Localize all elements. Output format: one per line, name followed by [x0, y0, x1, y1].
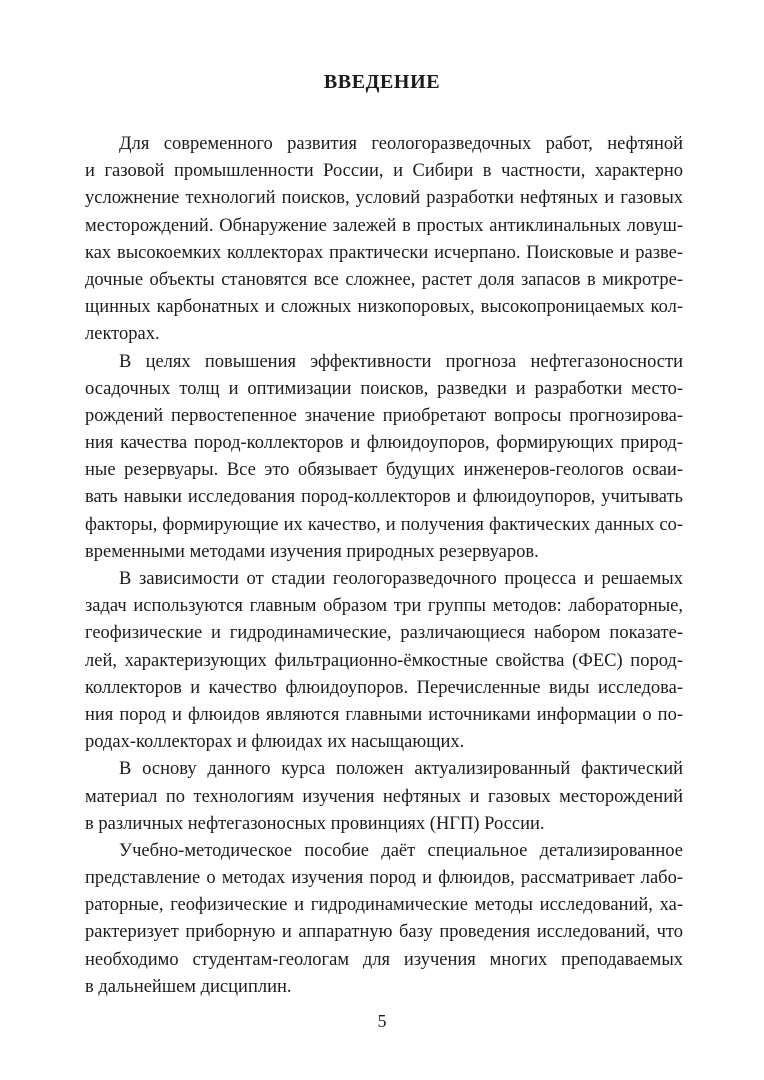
text-line: в различных нефтегазоносных провинциях (НГП) России.: [85, 813, 545, 834]
text-line: раторные, геофизические и гидродинамические методы исследований, ха-: [85, 895, 683, 916]
text-line: материал по технологиям изучения нефтяных и газовых месторождений: [85, 786, 683, 807]
text-line: факторы, формирующие их качество, и получения фактических данных со-: [85, 514, 683, 535]
text-line: представление о методах изучения пород и флюидов, рассматривает лабо-: [85, 868, 683, 889]
page-number: 5: [377, 1011, 387, 1031]
text-line: дочные объекты становятся все сложнее, растет доля запасов в микротре-: [85, 269, 683, 290]
text-line: В зависимости от стадии геологоразведочного процесса и решаемых: [119, 569, 683, 589]
text-line: Для современного развития геологоразведочных работ, нефтяной: [119, 134, 683, 154]
text-line: и газовой промышленности России, и Сибири в частности, характерно: [85, 161, 683, 182]
paragraph: [85, 349, 683, 567]
text-line: в дальнейшем дисциплин.: [85, 976, 292, 997]
text-line: родах-коллекторах и флюидах их насыщающих.: [85, 732, 465, 753]
text-line: Учебно-методическое пособие даёт специальное детализированное: [119, 840, 683, 861]
text-line: рождений первостепенное значение приобретают вопросы прогнозирова-: [85, 405, 683, 426]
text-line: лей, характеризующих фильтрационно-ёмкостные свойства (ФЕС) пород-: [85, 650, 683, 671]
text-line: рактеризует приборную и аппаратную базу проведения исследований, что: [85, 922, 683, 943]
text-line: коллекторов и качество флюидоупоров. Перечисленные виды исследова-: [85, 677, 683, 698]
text-line: задач используются главным образом три группы методов: лабораторные,: [85, 596, 683, 617]
text-line: месторождений. Обнаружение залежей в простых антиклинальных ловуш-: [85, 215, 683, 236]
text-line: осадочных толщ и оптимизации поисков, разведки и разработки место-: [85, 378, 683, 399]
text-line: ках высокоемких коллекторах практически исчерпано. Поисковые и разве-: [85, 242, 683, 263]
text-line: ные резервуары. Все это обязывает будущих инженеров-геологов осваи-: [85, 460, 683, 481]
paragraph: [85, 566, 683, 756]
text-line: лекторах.: [85, 324, 160, 345]
text-line: В целях повышения эффективности прогноза нефтегазоносности: [119, 351, 683, 372]
text-line: В основу данного курса положен актуализированный фактический: [119, 759, 683, 780]
page-title: ВВЕДЕНИЕ: [323, 71, 441, 93]
text-line: временными методами изучения природных резервуаров.: [85, 541, 539, 562]
text-line: щинных карбонатных и сложных низкопоровых, высокопроницаемых кол-: [85, 297, 683, 318]
text-line: ния пород и флюидов являются главными источниками информации о по-: [85, 704, 683, 725]
text-line: геофизические и гидродинамические, различающиеся набором показате-: [85, 623, 683, 644]
text-line: необходимо студентам-геологам для изучения многих преподаваемых: [85, 949, 683, 970]
document-body: [85, 131, 683, 1001]
paragraph: [85, 756, 683, 838]
paragraph: [85, 131, 683, 349]
text-line: усложнение технологий поисков, условий разработки нефтяных и газовых: [85, 188, 683, 209]
paragraph: [85, 838, 683, 1001]
text-line: ния качества пород-коллекторов и флюидоупоров, формирующих природ-: [85, 433, 683, 454]
text-line: вать навыки исследования пород-коллекторов и флюидоупоров, учитывать: [85, 487, 683, 508]
